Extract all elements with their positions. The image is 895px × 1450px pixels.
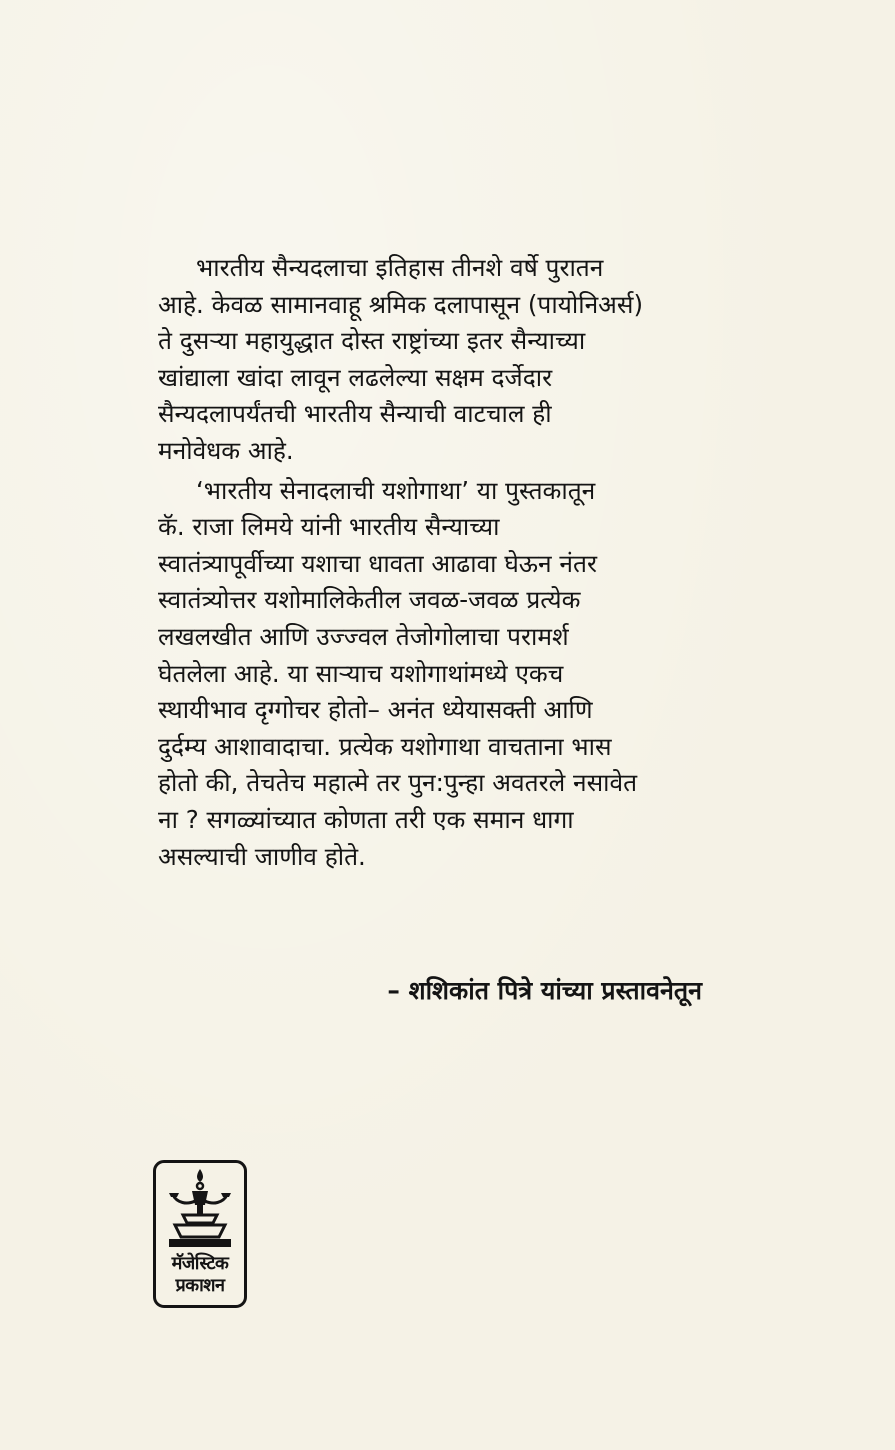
blurb-paragraph-2	[158, 473, 718, 876]
blurb-line: सैन्यदलापर्यंतची भारतीय सैन्याची वाटचाल ही	[158, 399, 552, 429]
blurb-line: मनोवेधक आहे.	[158, 435, 294, 465]
blurb-line: दुर्दम्य आशावादाचा. प्रत्येक यशोगाथा वाचताना भास	[158, 731, 612, 761]
blurb-attribution: – शशिकांत पित्रे यांच्या प्रस्तावनेतून	[387, 976, 702, 1005]
blurb-line: होतो की, तेचतेच महात्मे तर पुन:पुन्हा अवतरले नसावेत	[158, 768, 638, 798]
blurb-line: खांद्याला खांदा लावून लढलेल्या सक्षम दर्जेदार	[158, 362, 553, 392]
blurb-line: ना ? सगळ्यांच्यात कोणता तरी एक समान धागा	[158, 804, 574, 834]
blurb-paragraph-1	[158, 250, 718, 470]
publisher-name-line2: प्रकाशन	[175, 1275, 225, 1296]
blurb-line: स्थायीभाव दृग्गोचर होतो– अनंत ध्येयासक्ती आणि	[158, 695, 593, 725]
blurb-line: लखलखीत आणि उज्ज्वल तेजोगोलाचा परामर्श	[158, 621, 569, 651]
blurb-line: घेतलेला आहे. या साऱ्याच यशोगाथांमध्ये एकच	[158, 658, 564, 688]
blurb-line: असल्याची जाणीव होते.	[158, 841, 366, 871]
blurb-line: आहे. केवळ सामानवाहू श्रमिक दलापासून (पायोनिअर्स)	[158, 289, 644, 319]
blurb-line: स्वातंत्र्योत्तर यशोमालिकेतील जवळ-जवळ प्रत्येक	[158, 585, 581, 615]
publisher-logo	[153, 1160, 247, 1308]
lamp-icon	[165, 1167, 235, 1251]
blurb-line: स्वातंत्र्यापूर्वीच्या यशाचा धावता आढावा घेऊन नंतर	[158, 548, 597, 578]
publisher-name-line1: मॅजेस्टिक	[171, 1253, 229, 1274]
blurb-line: भारतीय सैन्यदलाचा इतिहास तीनशे वर्षे पुरातन	[196, 253, 604, 282]
blurb-line: कॅ. राजा लिमये यांनी भारतीय सैन्याच्या	[158, 512, 500, 542]
blurb-line: ते दुसऱ्या महायुद्धात दोस्त राष्ट्रांच्या इतर सैन्याच्या	[158, 326, 586, 356]
blurb-line: ‘भारतीय सेनादलाची यशोगाथा’ या पुस्तकातून	[196, 475, 596, 505]
blurb-text	[158, 250, 718, 875]
